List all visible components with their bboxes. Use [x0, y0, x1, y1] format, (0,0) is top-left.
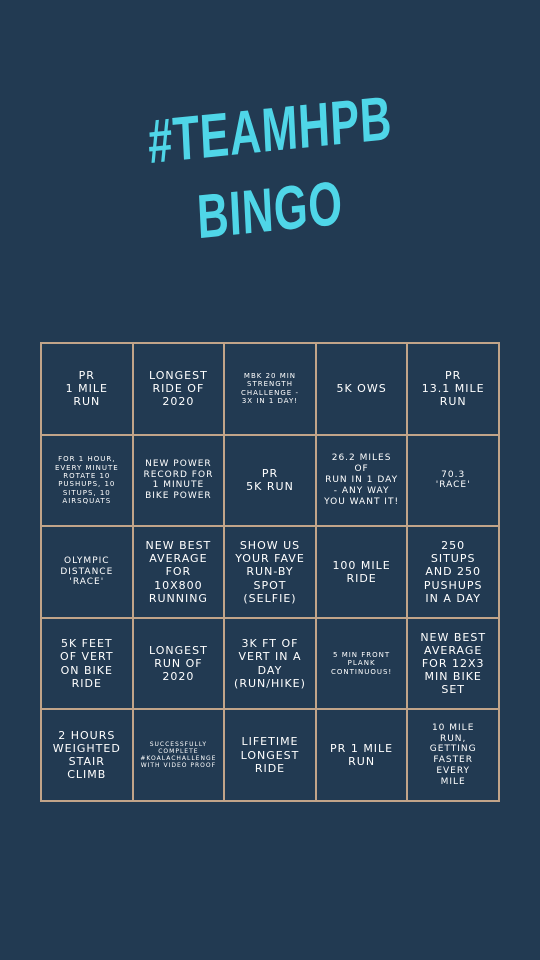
bingo-cell-text: NEW BEST AVERAGE FOR 12X3 MIN BIKE SET — [420, 630, 487, 697]
bingo-cell-text: 26.2 MILES OF RUN IN 1 DAY - ANY WAY YOU WANT IT! — [324, 453, 400, 507]
bingo-cell-text: FOR 1 HOUR, EVERY MINUTE ROTATE 10 PUSHUPS, 10 SITUPS, 10 AIRSQUATS — [54, 455, 119, 506]
bingo-cell-text: PR 5K RUN — [246, 467, 294, 494]
bingo-cell-text: 250 SITUPS AND 250 PUSHUPS IN A DAY — [423, 539, 483, 605]
bingo-cell — [133, 435, 225, 527]
bingo-cell — [316, 435, 408, 527]
bingo-cell — [133, 526, 225, 618]
bingo-cell-text: LONGEST RIDE OF 2020 — [148, 369, 208, 409]
bingo-cell — [407, 709, 499, 801]
bingo-cell-text: SHOW US YOUR FAVE RUN-BY SPOT (SELFIE) — [235, 539, 305, 605]
bingo-cell-text: NEW POWER RECORD FOR 1 MINUTE BIKE POWER — [143, 458, 214, 502]
bingo-cell-text: OLYMPIC DISTANCE 'RACE' — [60, 555, 114, 588]
bingo-cell-text: NEW BEST AVERAGE FOR 10X800 RUNNING — [145, 539, 212, 605]
bingo-cell — [316, 709, 408, 801]
bingo-cell-text: SUCCESSFULLY COMPLETE #KOALACHALLENGE WITH VIDEO PROOF — [140, 740, 217, 770]
bingo-cell — [41, 709, 133, 801]
bingo-cell — [316, 526, 408, 618]
bingo-cell — [407, 343, 499, 435]
bingo-cell-text: 5K OWS — [336, 382, 387, 396]
bingo-cell — [41, 526, 133, 618]
bingo-cell — [133, 709, 225, 801]
bingo-cell — [407, 526, 499, 618]
bingo-cell — [41, 343, 133, 435]
bingo-cell — [133, 343, 225, 435]
bingo-cell — [407, 618, 499, 710]
bingo-cell — [224, 343, 316, 435]
bingo-cell — [224, 435, 316, 527]
bingo-cell-text: 2 HOURS WEIGHTED STAIR CLIMB — [52, 728, 121, 782]
bingo-cell-text: PR 1 MILE RUN — [330, 742, 394, 769]
bingo-board — [40, 342, 500, 802]
bingo-cell-text: 70.3 'RACE' — [435, 469, 471, 491]
bingo-cell-text: LONGEST RUN OF 2020 — [148, 643, 208, 684]
title-hashtag: #TEAMHPB — [146, 83, 394, 178]
bingo-cell — [316, 343, 408, 435]
bingo-cell-text: MBK 20 MIN STRENGTH CHALLENGE - 3X IN 1 DAY! — [240, 372, 299, 406]
bingo-cell — [41, 618, 133, 710]
bingo-cell — [407, 435, 499, 527]
bingo-cell-text: 5K FEET OF VERT ON BIKE RIDE — [60, 637, 114, 690]
bingo-cell-text: 5 MIN FRONT PLANK CONTINUOUS! — [330, 651, 393, 676]
bingo-cell — [133, 618, 225, 710]
bingo-cell-text: 3K FT OF VERT IN A DAY (RUN/HIKE) — [234, 637, 306, 690]
bingo-cell — [316, 618, 408, 710]
title-bingo: BINGO — [195, 168, 345, 253]
bingo-cell-text: 100 MILE RIDE — [332, 558, 391, 585]
bingo-cell — [224, 709, 316, 801]
bingo-cell-text: LIFETIME LONGEST RIDE — [240, 735, 300, 775]
bingo-cell — [224, 618, 316, 710]
bingo-cell-text: PR 13.1 MILE RUN — [421, 369, 485, 409]
bingo-cell-text: 10 MILE RUN, GETTING FASTER EVERY MILE — [429, 722, 477, 787]
bingo-cell — [224, 526, 316, 618]
bingo-cell-text: PR 1 MILE RUN — [65, 369, 108, 409]
bingo-cell — [41, 435, 133, 527]
